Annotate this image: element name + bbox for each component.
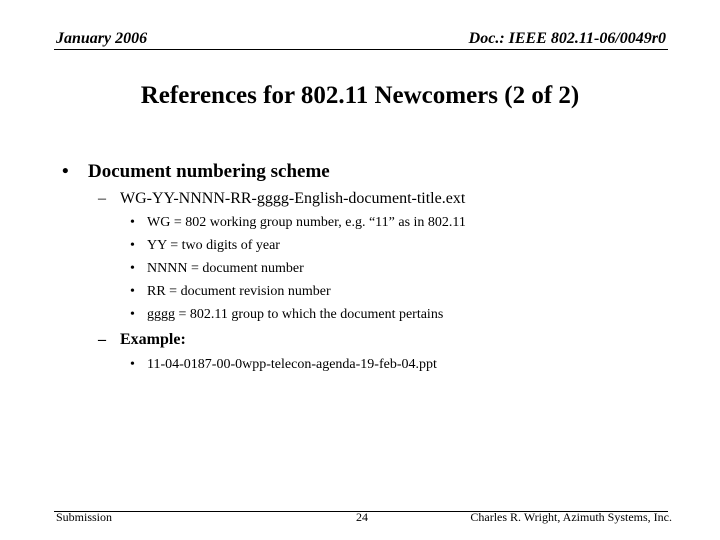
example-filename: 11-04-0187-00-0wpp-telecon-agenda-19-feb-04.ppt [147, 357, 437, 372]
definition-text: NNNN = document number [147, 261, 304, 276]
header-divider [54, 49, 668, 50]
definition-text: RR = document revision number [147, 284, 331, 299]
definition-text: YY = two digits of year [147, 238, 280, 253]
main-bullet-text: Document numbering scheme [88, 161, 330, 182]
definition-text: WG = 802 working group number, e.g. “11” as in 802.11 [147, 215, 466, 230]
bullet-dot-icon: • [62, 161, 69, 182]
bullet-dot-icon: • [130, 215, 135, 230]
bullet-dot-icon: • [130, 261, 135, 276]
bullet-dot-icon: • [130, 307, 135, 322]
scheme-text: WG-YY-NNNN-RR-gggg-English-document-title.ext [120, 190, 466, 207]
footer-author: Charles R. Wright, Azimuth Systems, Inc. [470, 510, 672, 524]
dash-icon: – [98, 190, 106, 207]
dash-icon: – [98, 331, 106, 348]
slide-title: References for 802.11 Newcomers (2 of 2) [140, 82, 580, 109]
bullet-dot-icon: • [130, 238, 135, 253]
bullet-dot-icon: • [130, 357, 135, 372]
header-date: January 2006 [56, 30, 148, 47]
bullet-dot-icon: • [130, 284, 135, 299]
example-label: Example: [120, 331, 186, 348]
definition-text: gggg = 802.11 group to which the document pertains [147, 307, 444, 322]
header-doc-id: Doc.: IEEE 802.11-06/0049r0 [468, 30, 666, 47]
footer-submission: Submission [56, 510, 113, 524]
footer-page-number: 24 [356, 510, 368, 524]
